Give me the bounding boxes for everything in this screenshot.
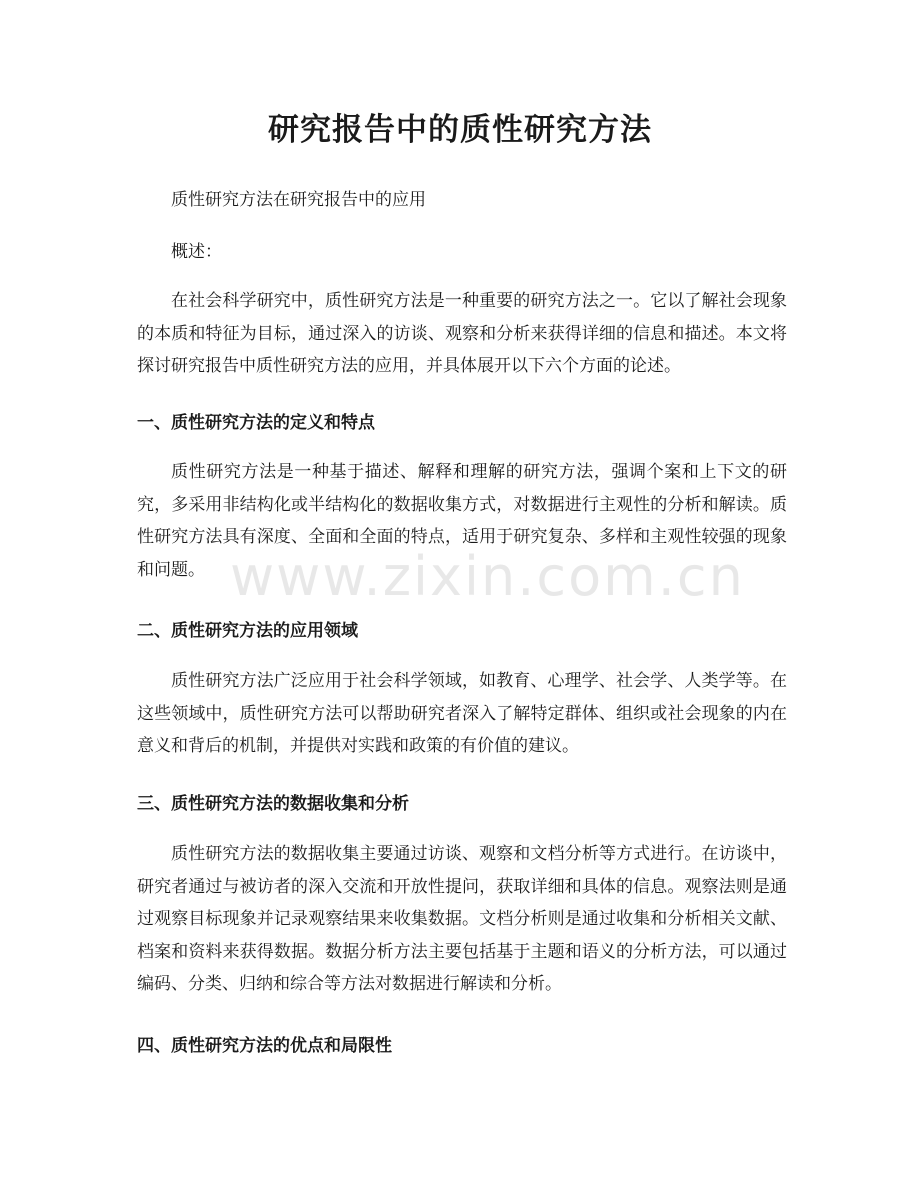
section-heading-3: 三、质性研究方法的数据收集和分析 (137, 794, 409, 814)
document-subtitle: 质性研究方法在研究报告中的应用 (171, 190, 426, 210)
section-paragraph-3: 质性研究方法的数据收集主要通过访谈、观察和文档分析等方式进行。在访谈中，研究者通过与被访者的深入交流和开放性提问，获取详细和具体的信息。观察法则是通过观察目标现象并记录观察结果来收集数据。文档分析则是通过收集和分析相关文献、档案和资料来获得数据。数据分析方法主要包括基于主题和语义的分析方法，可以通过编码、分类、归纳和综合等方法对数据进行解读和分析。 (137, 844, 787, 994)
watermark-text: www.zixin.com.cn (230, 545, 745, 608)
section-heading-2: 二、质性研究方法的应用领域 (137, 621, 358, 641)
section-paragraph-1: 质性研究方法是一种基于描述、解释和理解的研究方法，强调个案和上下文的研究，多采用非结构化或半结构化的数据收集方式，对数据进行主观性的分析和解读。质性研究方法具有深度、全面和全面的特点，适用于研究复杂、多样和主观性较强的现象和问题。 (137, 462, 787, 580)
document-title: 研究报告中的质性研究方法 (268, 112, 652, 148)
section-heading-4: 四、质性研究方法的优点和局限性 (137, 1036, 392, 1056)
section-heading-1: 一、质性研究方法的定义和特点 (137, 413, 375, 433)
overview-paragraph: 在社会科学研究中，质性研究方法是一种重要的研究方法之一。它以了解社会现象的本质和特征为目标，通过深入的访谈、观察和分析来获得详细的信息和描述。本文将探讨研究报告中质性研究方法的应用，并具体展开以下六个方面的论述。 (137, 291, 787, 376)
overview-label: 概述： (171, 242, 222, 262)
section-paragraph-2: 质性研究方法广泛应用于社会科学领域，如教育、心理学、社会学、人类学等。在这些领域中，质性研究方法可以帮助研究者深入了解特定群体、组织或社会现象的内在意义和背后的机制，并提供对实践和政策的有价值的建议。 (137, 671, 787, 756)
